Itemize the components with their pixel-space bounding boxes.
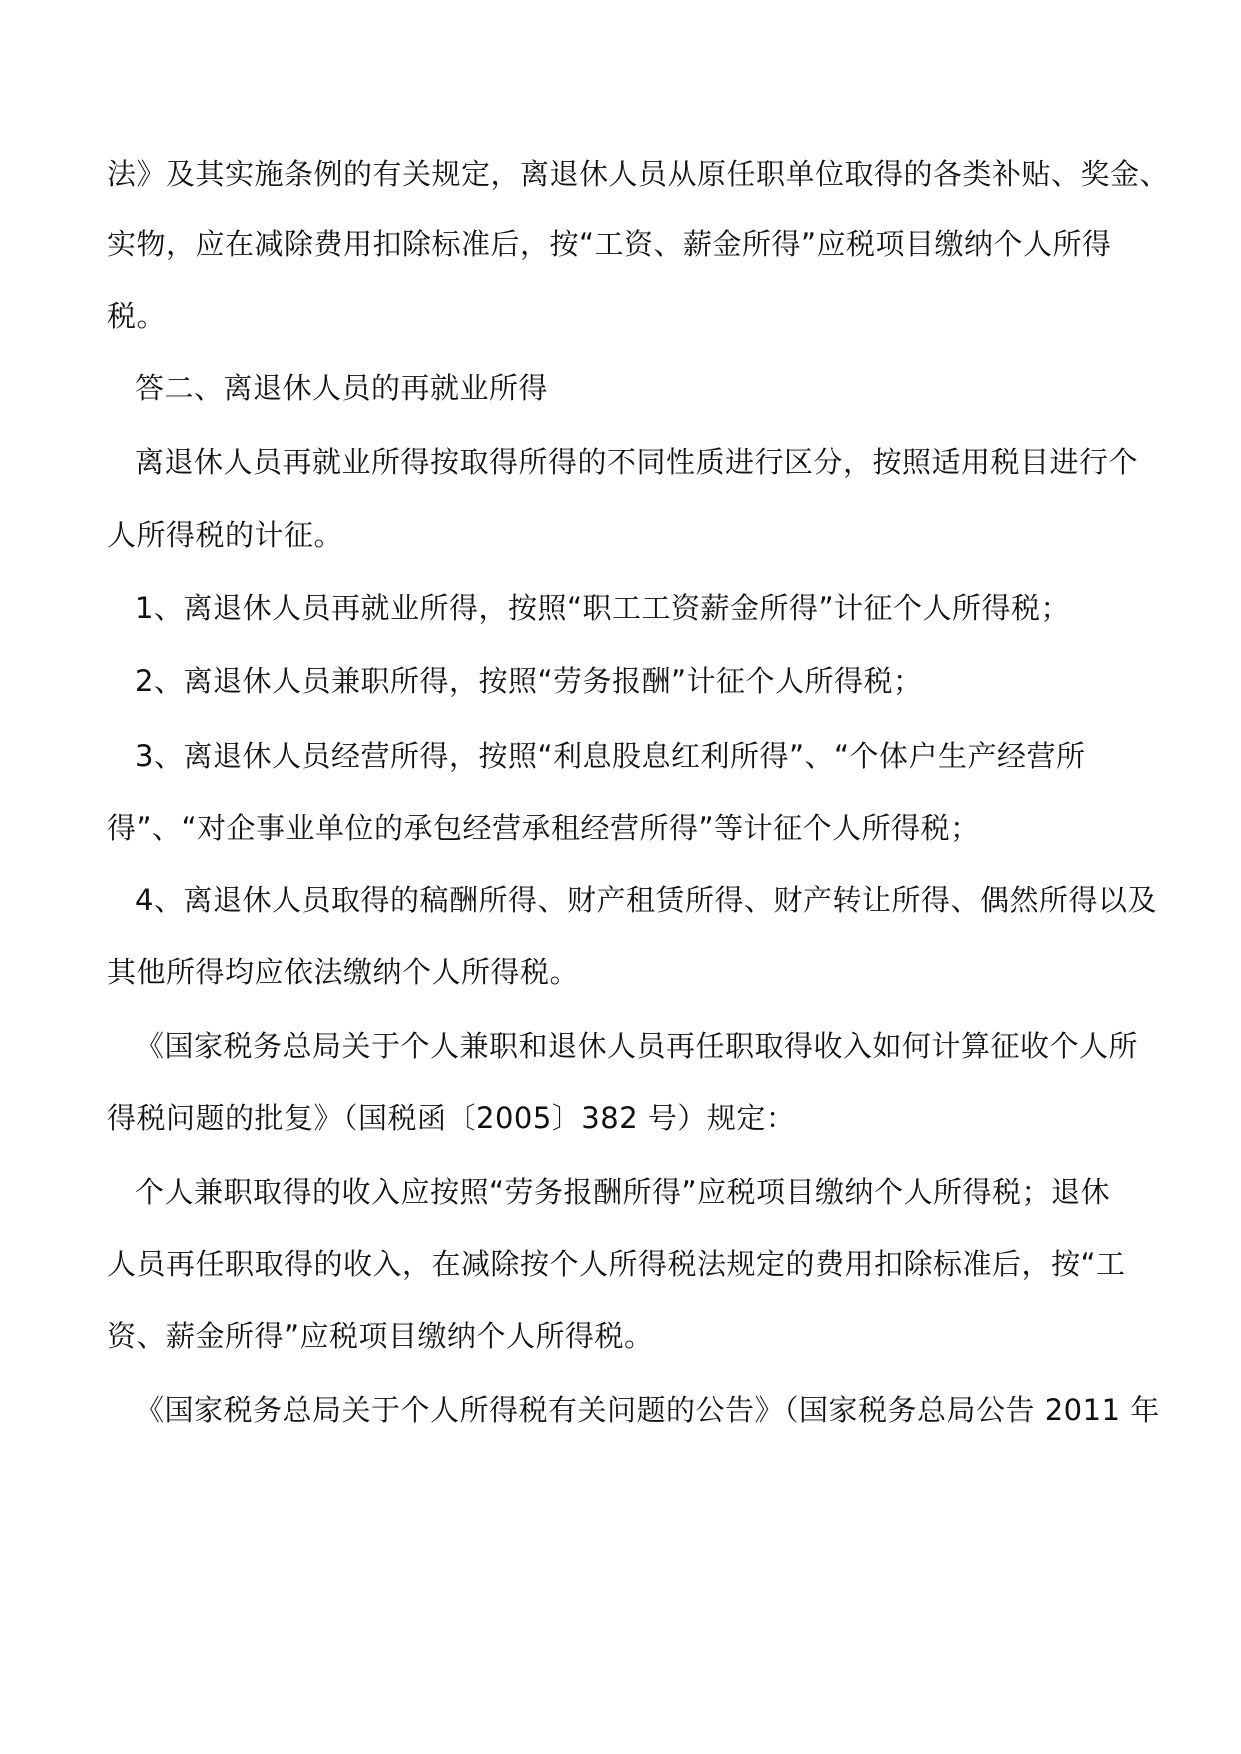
text-line: 实物，应在减除费用扣除标准后，按“工资、薪金所得”应税项目缴纳个人所得: [107, 227, 1112, 261]
text-line: 得”、“对企事业单位的承包经营承租经营所得”等计征个人所得税；: [107, 811, 980, 845]
text-line: 资、薪金所得”应税项目缴纳个人所得税。: [107, 1319, 654, 1353]
section-heading: 答二、离退休人员的再就业所得: [135, 371, 549, 405]
list-item: 3、离退休人员经营所得，按照“利息股息红利所得”、“个体户生产经营所: [135, 739, 1086, 773]
text-line: 个人兼职取得的收入应按照“劳务报酬所得”应税项目缴纳个人所得税；退休: [135, 1175, 1111, 1209]
text-line: 税。: [107, 299, 167, 333]
text-line: 其他所得均应依法缴纳个人所得税。: [107, 955, 580, 989]
list-item: 2、离退休人员兼职所得，按照“劳务报酬”计征个人所得税；: [135, 664, 923, 698]
text-line: 《国家税务总局关于个人兼职和退休人员再任职取得收入如何计算征收个人所: [135, 1029, 1139, 1063]
text-line: 得税问题的批复》（国税函〔2005〕382 号）规定：: [107, 1101, 796, 1135]
text-line: 法》及其实施条例的有关规定，离退休人员从原任职单位取得的各类补贴、奖金、: [107, 157, 1170, 191]
text-line: 《国家税务总局关于个人所得税有关问题的公告》（国家税务总局公告 2011 年: [135, 1393, 1160, 1427]
list-item: 1、离退休人员再就业所得，按照“职工工资薪金所得”计征个人所得税；: [135, 591, 1070, 625]
text-line: 人员再任职取得的收入，在减除按个人所得税法规定的费用扣除标准后，按“工: [107, 1247, 1126, 1281]
text-line: 人所得税的计征。: [107, 518, 344, 552]
text-line: 离退休人员再就业所得按取得所得的不同性质进行区分，按照适用税目进行个: [135, 445, 1139, 479]
list-item: 4、离退休人员取得的稿酬所得、财产租赁所得、财产转让所得、偶然所得以及: [135, 883, 1157, 917]
